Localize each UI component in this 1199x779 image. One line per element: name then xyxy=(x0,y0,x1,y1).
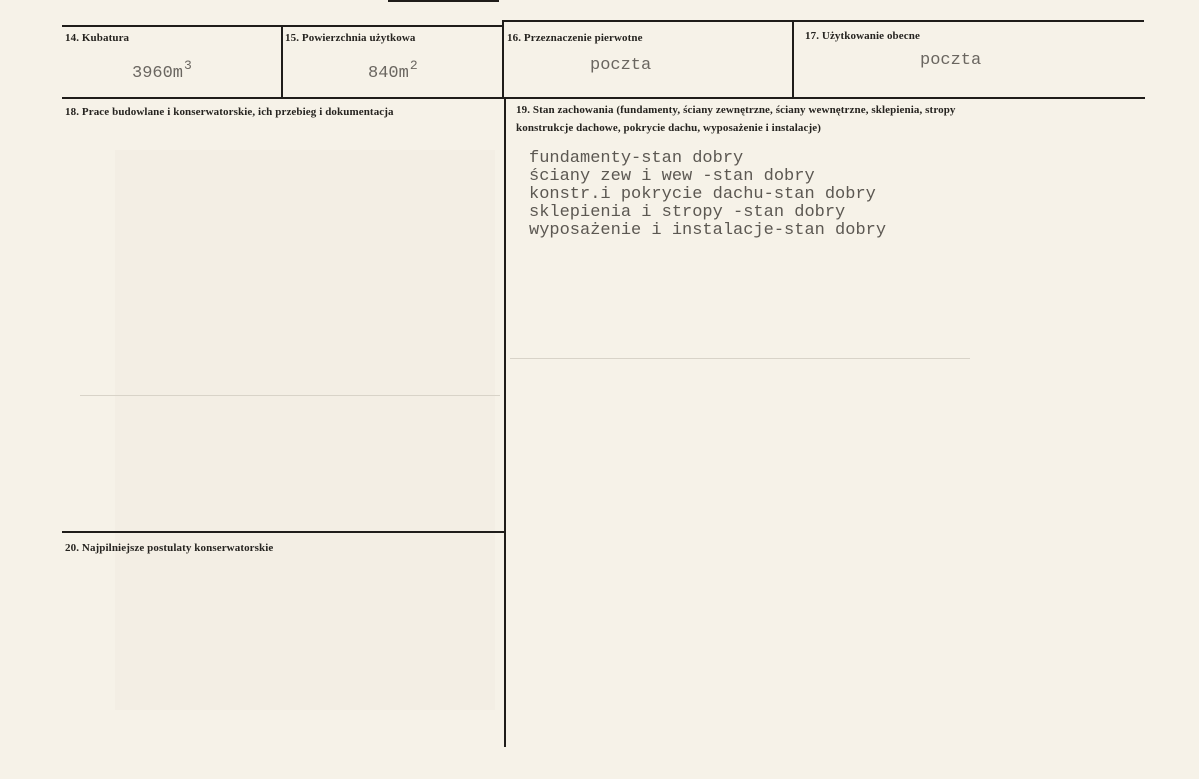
row-bottom-line xyxy=(62,97,1145,99)
uzytkowanie-label: 17. Użytkowanie obecne xyxy=(805,30,920,42)
powierzchnia-label: 15. Powierzchnia użytkowa xyxy=(285,32,416,44)
row-top-line-right xyxy=(504,20,1144,22)
kubatura-label: 14. Kubatura xyxy=(65,32,130,44)
stan-label-line1: 19. Stan zachowania (fundamenty, ściany zewnętrzne, ściany wewnętrzne, sklepienia, stropy xyxy=(516,104,956,116)
kubatura-value: $3960m^3$ xyxy=(132,58,192,83)
stan-label-line2: konstrukcje dachowe, pokrycie dachu, wyposażenie i instalacje) xyxy=(516,122,822,134)
divider-16-17 xyxy=(792,20,794,99)
main-vertical-divider xyxy=(504,97,506,747)
stan-entry: ściany zew i wew -stan dobry xyxy=(529,167,815,186)
divider-18-20 xyxy=(62,531,504,533)
faint-mark xyxy=(510,358,970,359)
paper-shading xyxy=(115,150,495,710)
row-top-line-left xyxy=(62,25,504,27)
stan-entry: fundamenty-stan dobry xyxy=(529,149,744,168)
stan-entry: wyposażenie i instalacje-stan dobry xyxy=(529,221,887,240)
prace-label: 18. Prace budowlane i konserwatorskie, ich przebieg i dokumentacja xyxy=(65,106,394,118)
stan-entries-list xyxy=(529,150,886,240)
stan-entry: sklepienia i stropy -stan dobry xyxy=(529,203,846,222)
stan-entry: konstr.i pokrycie dachu-stan dobry xyxy=(529,185,876,204)
faint-mark xyxy=(80,395,500,396)
kubatura-unit-exponent: 3 xyxy=(184,58,192,73)
divider-15-16 xyxy=(502,20,504,99)
postulaty-label: 20. Najpilniejsze postulaty konserwatorskie xyxy=(65,542,274,554)
divider-14-15 xyxy=(281,25,283,99)
przeznaczenie-label: 16. Przeznaczenie pierwotne xyxy=(507,32,643,44)
powierzchnia-value: $840m^2$ xyxy=(368,58,418,83)
top-stub-line xyxy=(388,0,499,2)
przeznaczenie-value: poczta xyxy=(590,56,652,75)
uzytkowanie-value: poczta xyxy=(920,51,982,70)
powierzchnia-unit-exponent: 2 xyxy=(409,58,418,73)
